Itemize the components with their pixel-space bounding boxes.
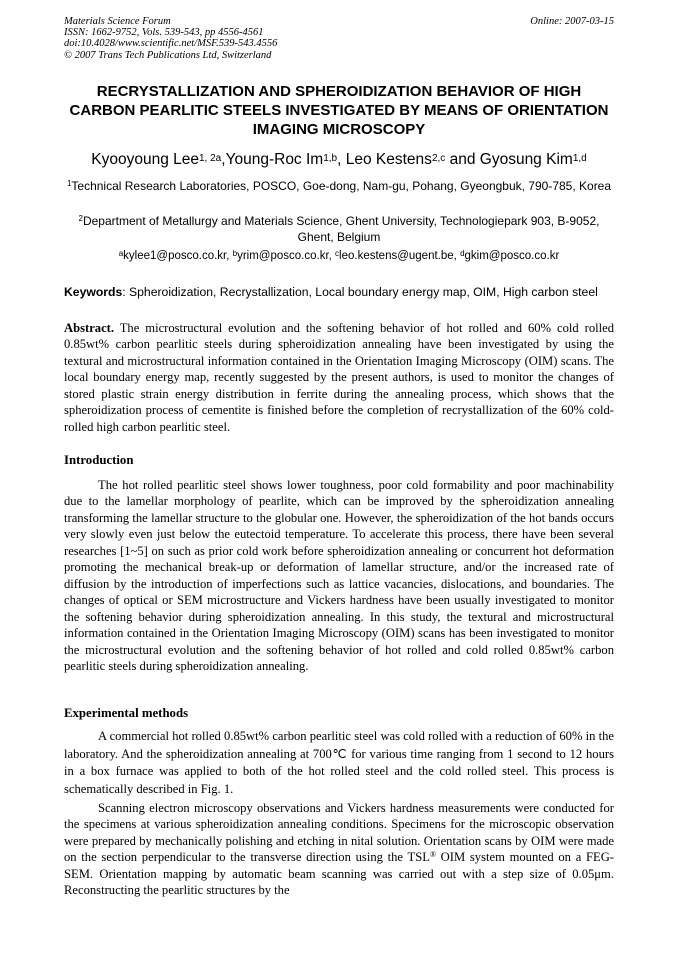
affiliation-text: Department of Metallurgy and Materials Science, Ghent University, Technologiepark 903, B-9052, Ghent, Belgium <box>82 214 600 244</box>
experimental-heading: Experimental methods <box>64 706 189 720</box>
issn-line: ISSN: 1662-9752, Vols. 539-543, pp 4556-4561 <box>64 27 264 39</box>
keywords <box>64 284 624 300</box>
affiliation-text: Technical Research Laboratories, POSCO, Goe-dong, Nam-gu, Pohang, Gyeongbuk, 790-785, Korea <box>71 179 612 193</box>
affiliation-sup: 2 <box>78 214 83 223</box>
email-address[interactable]: leo.kestens@ugent.be, <box>339 250 461 262</box>
author-name: Gyosung Kim <box>479 151 573 168</box>
email-list <box>64 249 614 263</box>
email-sup: b <box>232 249 238 258</box>
abstract-text: The microstructural evolution and the softening behavior of hot rolled and 60% cold rolled 0.85wt% carbon pearlitic steels during spheroidization annealing have been investigated by using the textural and microstructural information contained in the Orientation Imaging Microscopy (OIM) scans. The local boundary energy map, recently suggested by the present authors, is used to monitor the changes of stored plastic strain energy distribution in ferrite during the annealing process, which shows that the spheroidization process of cementite is finished before the completion of recrystallization of the 60% cold-rolled high carbon pearlitic steel. <box>64 321 614 434</box>
author-sep: , <box>221 151 226 168</box>
email-address[interactable]: yrim@posco.co.kr, <box>237 250 336 262</box>
author-sep: , <box>337 151 346 168</box>
experimental-paragraph-1: A commercial hot rolled 0.85wt% carbon pearlitic steel was cold rolled with a reduction of 60% in the laboratory. And the spheroidization annealing at 700℃ for various time ranging from 1 second to 12 hours in a box furnace was applied to both of the hot rolled steel and the cold rolled steel. This process is schematically described in Fig. 1. <box>64 729 614 796</box>
affiliation-1 <box>64 178 614 194</box>
author-name: Leo Kestens <box>345 151 432 168</box>
email-address[interactable]: gkim@posco.co.kr <box>464 250 560 262</box>
abstract-label: Abstract. <box>64 321 115 335</box>
keywords-text: : Spheroidization, Recrystallization, Local boundary energy map, OIM, High carbon steel <box>122 285 598 299</box>
author-list <box>64 150 614 170</box>
email-sup: a <box>118 249 124 258</box>
copyright-line: © 2007 Trans Tech Publications Ltd, Switzerland <box>64 49 272 61</box>
author-sup: 1, 2a <box>199 153 222 164</box>
experimental-text: Scanning electron microscopy observations and Vickers hardness measurements were conducted for the specimens at various spheroidization annealing conditions. Specimens for the microscopic observation were prepared by mechanically polishing and etching in nital solution. Orientation scans by OIM were made on the section perpendicular to the transverse direction using the TSL <box>64 801 614 865</box>
email-address[interactable]: kylee1@posco.co.kr, <box>123 250 233 262</box>
author-name: Kyooyoung Lee <box>91 151 199 168</box>
email-sup: c <box>335 249 340 258</box>
journal-name: Materials Science Forum <box>64 16 171 27</box>
doi-line: doi:10.4028/www.scientific.net/MSF.539-543.4556 <box>64 38 278 50</box>
registered-mark: ® <box>429 850 436 860</box>
author-sup: 1,d <box>572 153 587 164</box>
author-sep: and <box>445 151 480 168</box>
introduction-paragraph: The hot rolled pearlitic steel shows lower toughness, poor cold formability and poor machinability due to the lamellar morphology of pearlite, which can be improved by the spheroidization annealing transforming the lamellar structure to the globular one. However, the spheroidization of the hot bands occurs very slowly even just below the eutectoid temperature. To accelerate this process, there have been several researches [1~5] on such as prior cold work before spheroidization annealing or concurrent hot deformation promoting the mechanical break-up or deformation of lamellar structure, and/or the increased rate of diffusion by the introduction of imperfections such as lattice vacancies, dislocations, and boundaries. The changes of optical or SEM microstructure and Vickers hardness have been usually investigated to monitor the softening behavior during spheroidization annealing. In this study, the textural and microstructural information contained in the Orientation Imaging Microscopy (OIM) scans has been investigated to monitor the microstructural evolution and the softening behavior of hot rolled and cold rolled 0.85wt% carbon pearlitic steels during spheroidization annealing. <box>64 478 614 673</box>
author-sup: 1,b <box>323 153 338 164</box>
email-sup: d <box>460 249 465 258</box>
affiliation-sup: 1 <box>66 179 72 188</box>
keywords-label: Keywords <box>64 285 123 299</box>
online-date: Online: 2007-03-15 <box>530 16 614 27</box>
affiliation-2 <box>64 213 614 245</box>
experimental-paragraph-2 <box>64 800 614 899</box>
journal-header <box>64 16 277 61</box>
author-sup: 2,c <box>431 153 446 164</box>
author-name: Young-Roc Im <box>225 151 324 168</box>
introduction-heading: Introduction <box>64 453 134 467</box>
experimental-text: OIM system mounted on a FEG-SEM. Orientation mapping by automatic beam scanning was carried out with a step size of 0.05μm. Reconstructing the pearlitic structures by the <box>64 850 614 898</box>
abstract <box>64 320 614 435</box>
paper-title: RECRYSTALLIZATION AND SPHEROIDIZATION BEHAVIOR OF HIGH CARBON PEARLITIC STEELS INVESTIGATED BY MEANS OF ORIENTATION IMAGING MICROSCOPY <box>69 83 609 138</box>
